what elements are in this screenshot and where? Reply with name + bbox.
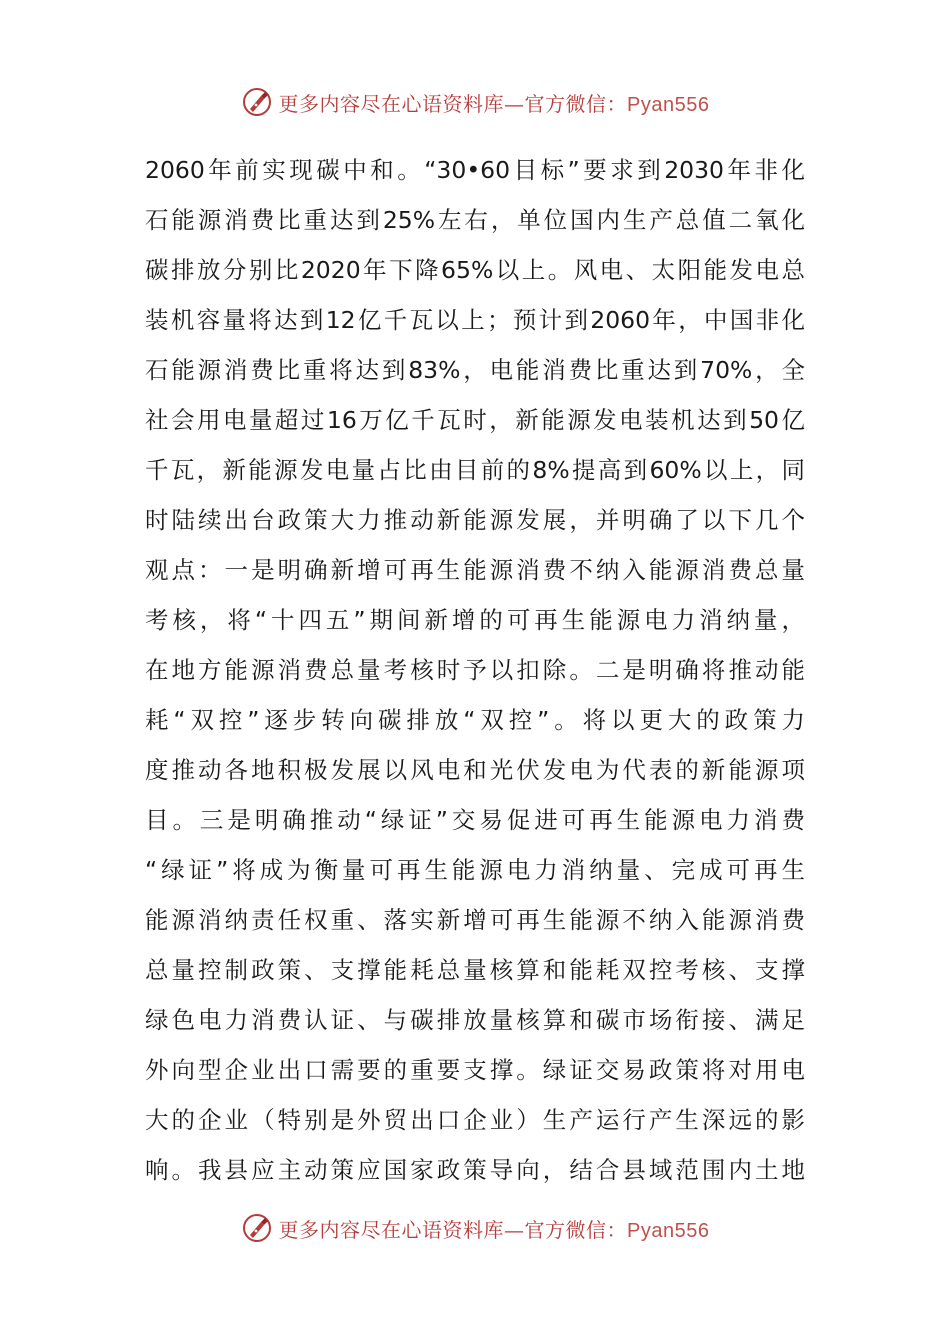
text-line: 2060年前实现碳中和。“30•60目标”要求到2030年非化 xyxy=(145,156,805,184)
text-line: 在地方能源消费总量考核时予以扣除。二是明确将推动能 xyxy=(145,656,805,684)
text-line: 碳排放分别比2020年下降65%以上。风电、太阳能发电总 xyxy=(145,256,805,284)
text-line: 时陆续出台政策大力推动新能源发展，并明确了以下几个 xyxy=(145,506,805,534)
text-line: 响。我县应主动策应国家政策导向，结合县域范围内土地 xyxy=(145,1156,805,1184)
text-line: 外向型企业出口需要的重要支撑。绿证交易政策将对用电 xyxy=(145,1056,805,1084)
text-line: 考核，将“十四五”期间新增的可再生能源电力消纳量， xyxy=(145,606,805,634)
footer-banner xyxy=(0,1208,950,1248)
pen-nib-logo-icon xyxy=(241,1212,273,1244)
text-line: 社会用电量超过16万亿千瓦时，新能源发电装机达到50亿 xyxy=(145,406,805,434)
text-line: 观点：一是明确新增可再生能源消费不纳入能源消费总量 xyxy=(145,556,805,584)
text-line: 石能源消费比重达到25%左右，单位国内生产总值二氧化 xyxy=(145,206,805,234)
text-line: 总量控制政策、支撑能耗总量核算和能耗双控考核、支撑 xyxy=(145,956,805,984)
text-line: 度推动各地积极发展以风电和光伏发电为代表的新能源项 xyxy=(145,756,805,784)
text-line: 石能源消费比重将达到83%，电能消费比重达到70%，全 xyxy=(145,356,805,384)
text-line: 装机容量将达到12亿千瓦以上；预计到2060年，中国非化 xyxy=(145,306,805,334)
text-line: “绿证”将成为衡量可再生能源电力消纳量、完成可再生 xyxy=(145,856,805,884)
text-line: 耗“双控”逐步转向碳排放“双控”。将以更大的政策力 xyxy=(145,706,805,734)
banner-text: 更多内容尽在心语资料库—官方微信：Pyan556 xyxy=(278,91,710,116)
text-line: 千瓦，新能源发电量占比由目前的8%提高到60%以上，同 xyxy=(145,456,805,484)
text-line: 绿色电力消费认证、与碳排放量核算和碳市场衔接、满足 xyxy=(145,1006,805,1034)
header-banner xyxy=(0,82,950,122)
document-body xyxy=(145,145,805,1195)
pen-nib-logo-icon xyxy=(241,86,273,118)
text-line: 目。三是明确推动“绿证”交易促进可再生能源电力消费 xyxy=(145,806,805,834)
text-line: 大的企业（特别是外贸出口企业）生产运行产生深远的影 xyxy=(145,1106,805,1134)
banner-text: 更多内容尽在心语资料库—官方微信：Pyan556 xyxy=(278,1217,710,1242)
text-line: 能源消纳责任权重、落实新增可再生能源不纳入能源消费 xyxy=(145,906,805,934)
